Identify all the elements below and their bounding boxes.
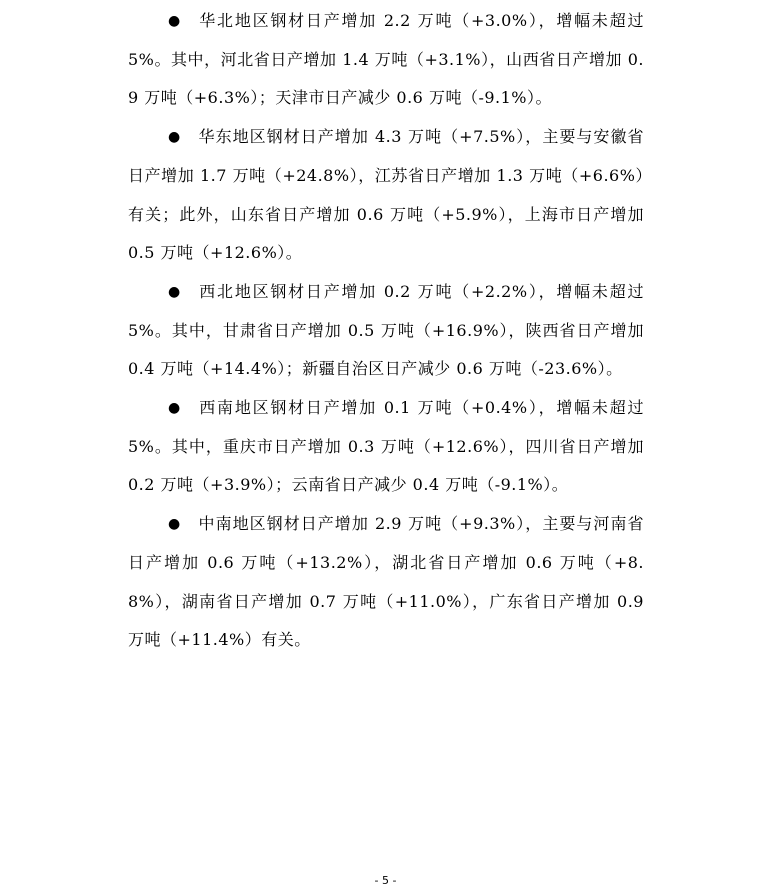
paragraph-text: 中南地区钢材日产增加 2.9 万吨（+9.3%），主要与河南省日产增加 0.6 万吨（+13.2%），湖北省日产增加 0.6 万吨（+8.8%），湖南省日产增加 0.7 万吨（+11.0%），广东省日产增加 0.9 万吨（+11.4%）有关。 — [128, 514, 644, 650]
bullet-icon: ● — [168, 129, 181, 146]
bullet-icon: ● — [168, 400, 181, 417]
bullet-icon: ● — [168, 13, 181, 29]
paragraph-northwest-china — [128, 273, 644, 389]
document-body — [128, 2, 644, 660]
paragraph-text: 华东地区钢材日产增加 4.3 万吨（+7.5%），主要与安徽省日产增加 1.7 万吨（+24.8%），江苏省日产增加 1.3 万吨（+6.6%）有关；此外，山东省日产增加 0.6 万吨（+5.9%），上海市日产增加 0.5 万吨（+12.6%）。 — [128, 127, 644, 263]
paragraph-central-south-china — [128, 505, 644, 660]
bullet-icon: ● — [168, 283, 181, 300]
paragraph-text: 西南地区钢材日产增加 0.1 万吨（+0.4%），增幅未超过 5%。其中，重庆市日产增加 0.3 万吨（+12.6%），四川省日产增加 0.2 万吨（+3.9%）；云南省日产减少 0.4 万吨（-9.1%）。 — [128, 398, 644, 495]
bullet-icon: ● — [168, 516, 181, 533]
paragraph-text: 华北地区钢材日产增加 2.2 万吨（+3.0%），增幅未超过 5%。其中，河北省日产增加 1.4 万吨（+3.1%），山西省日产增加 0.9 万吨（+6.3%）；天津市日产减少 0.6 万吨（-9.1%）。 — [128, 11, 644, 108]
paragraph-north-china — [128, 2, 644, 118]
page-number: - 5 - — [374, 874, 397, 887]
paragraph-east-china — [128, 118, 644, 273]
paragraph-southwest-china — [128, 389, 644, 505]
paragraph-text: 西北地区钢材日产增加 0.2 万吨（+2.2%），增幅未超过 5%。其中，甘肃省日产增加 0.5 万吨（+16.9%），陕西省日产增加 0.4 万吨（+14.4%）；新疆自治区日产减少 0.6 万吨（-23.6%）。 — [128, 281, 644, 379]
